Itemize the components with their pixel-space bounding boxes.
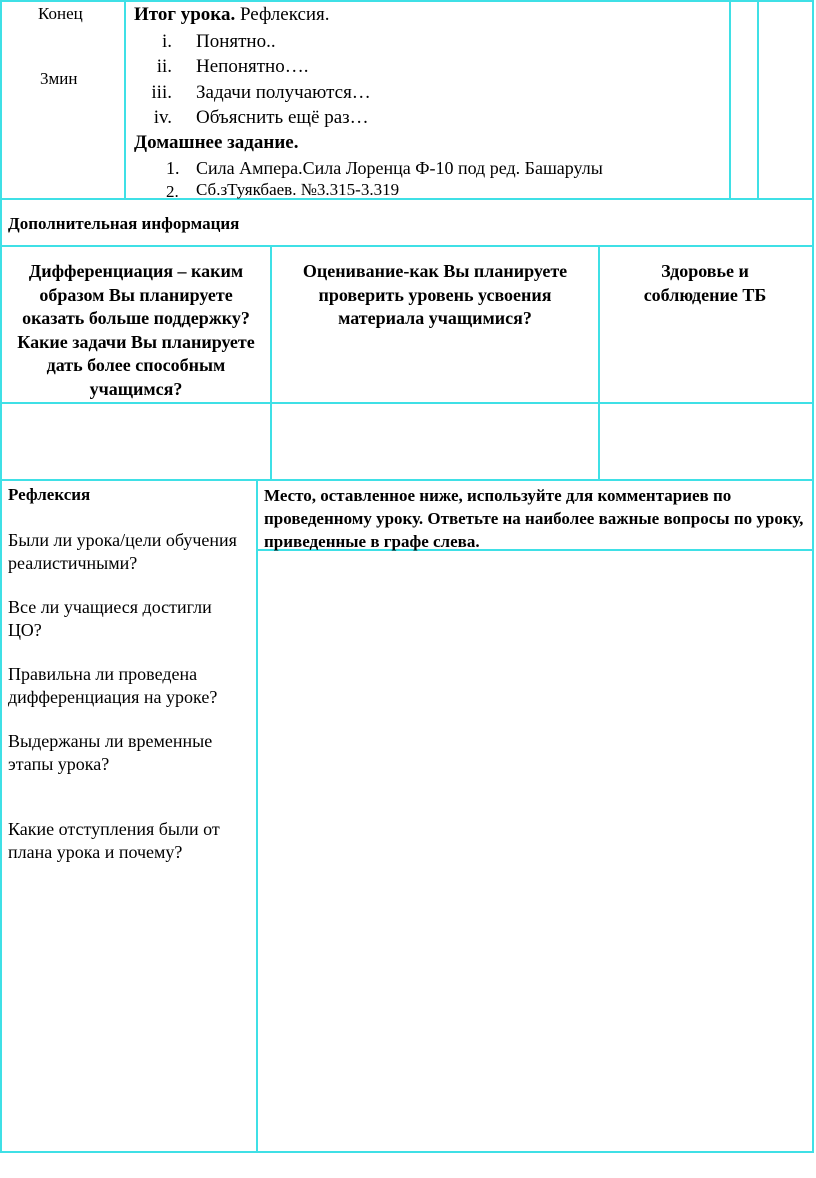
reflection-question: Выдержаны ли временные этапы урока? bbox=[8, 731, 213, 774]
reflection-item-text: Задачи получаются… bbox=[196, 82, 371, 103]
headers-row-bottom bbox=[0, 402, 814, 404]
health-header: Здоровье и соблюдение ТБ bbox=[643, 261, 767, 305]
comment-area[interactable] bbox=[258, 551, 812, 1151]
row1-divider-2 bbox=[729, 0, 731, 199]
homework-item-text: Сб.зТуякбаев. №3.315-3.319 bbox=[196, 180, 400, 199]
homework-item-num: 1. bbox=[166, 158, 180, 178]
homework-item-text: Сила Ампера.Сила Лоренца Ф-10 под ред. Башарулы bbox=[196, 158, 603, 178]
homework-item-num: 2. bbox=[166, 182, 179, 201]
border-top bbox=[0, 0, 814, 2]
col-divider-2 bbox=[598, 246, 600, 480]
row1-divider-3 bbox=[757, 0, 759, 199]
row1-divider-1 bbox=[124, 0, 126, 199]
assessment-header: Оценивание-как Вы планируете проверить уровень усвоения материала учащимися? bbox=[302, 261, 568, 328]
reflection-question: Были ли урока/цели обучения реалистичными? bbox=[8, 530, 237, 573]
reflection-title: Рефлексия bbox=[8, 485, 91, 504]
summary-title: Итог урока. bbox=[134, 4, 236, 25]
row1-bottom bbox=[0, 198, 814, 200]
border-bottom bbox=[0, 1151, 814, 1153]
reflection-item-num: ii. bbox=[156, 56, 172, 77]
homework-title: Домашнее задание. bbox=[134, 132, 299, 153]
col-divider-1 bbox=[270, 246, 272, 480]
reflection-item-text: Понятно.. bbox=[196, 31, 276, 52]
summary-rest: Рефлексия. bbox=[235, 4, 330, 25]
reflection-question: Все ли учащиеся достигли ЦО? bbox=[8, 597, 212, 640]
reflection-question: Правильна ли проведена дифференциация на уроке? bbox=[8, 664, 218, 707]
border-right bbox=[812, 0, 814, 1153]
additional-info-heading: Дополнительная информация bbox=[8, 214, 240, 233]
reflection-item-num: iv. bbox=[153, 107, 172, 128]
reflection-item-text: Непонятно…. bbox=[196, 56, 309, 77]
reflection-item-text: Объяснить ещё раз… bbox=[196, 107, 369, 128]
reflection-item-num: i. bbox=[161, 31, 172, 52]
reflection-item-num: iii. bbox=[151, 82, 172, 103]
stage-label: Конец bbox=[38, 4, 83, 23]
border-left bbox=[0, 0, 2, 1153]
comment-header: Место, оставленное ниже, используйте для комментариев по проведенному уроку. Ответьте на наиболее важные вопросы по уроку, приведенные в графе слева. bbox=[264, 486, 804, 551]
reflection-question: Какие отступления были от плана урока и почему? bbox=[8, 819, 220, 862]
summary-line bbox=[134, 4, 330, 27]
empty-row-bottom bbox=[0, 479, 814, 481]
info-row-bottom bbox=[0, 245, 814, 247]
differentiation-header: Дифференциация – каким образом Вы планируете оказать больше поддержку? Какие задачи Вы планируете дать более способным учащимся? bbox=[17, 261, 255, 399]
stage-time: 3мин bbox=[40, 69, 78, 88]
